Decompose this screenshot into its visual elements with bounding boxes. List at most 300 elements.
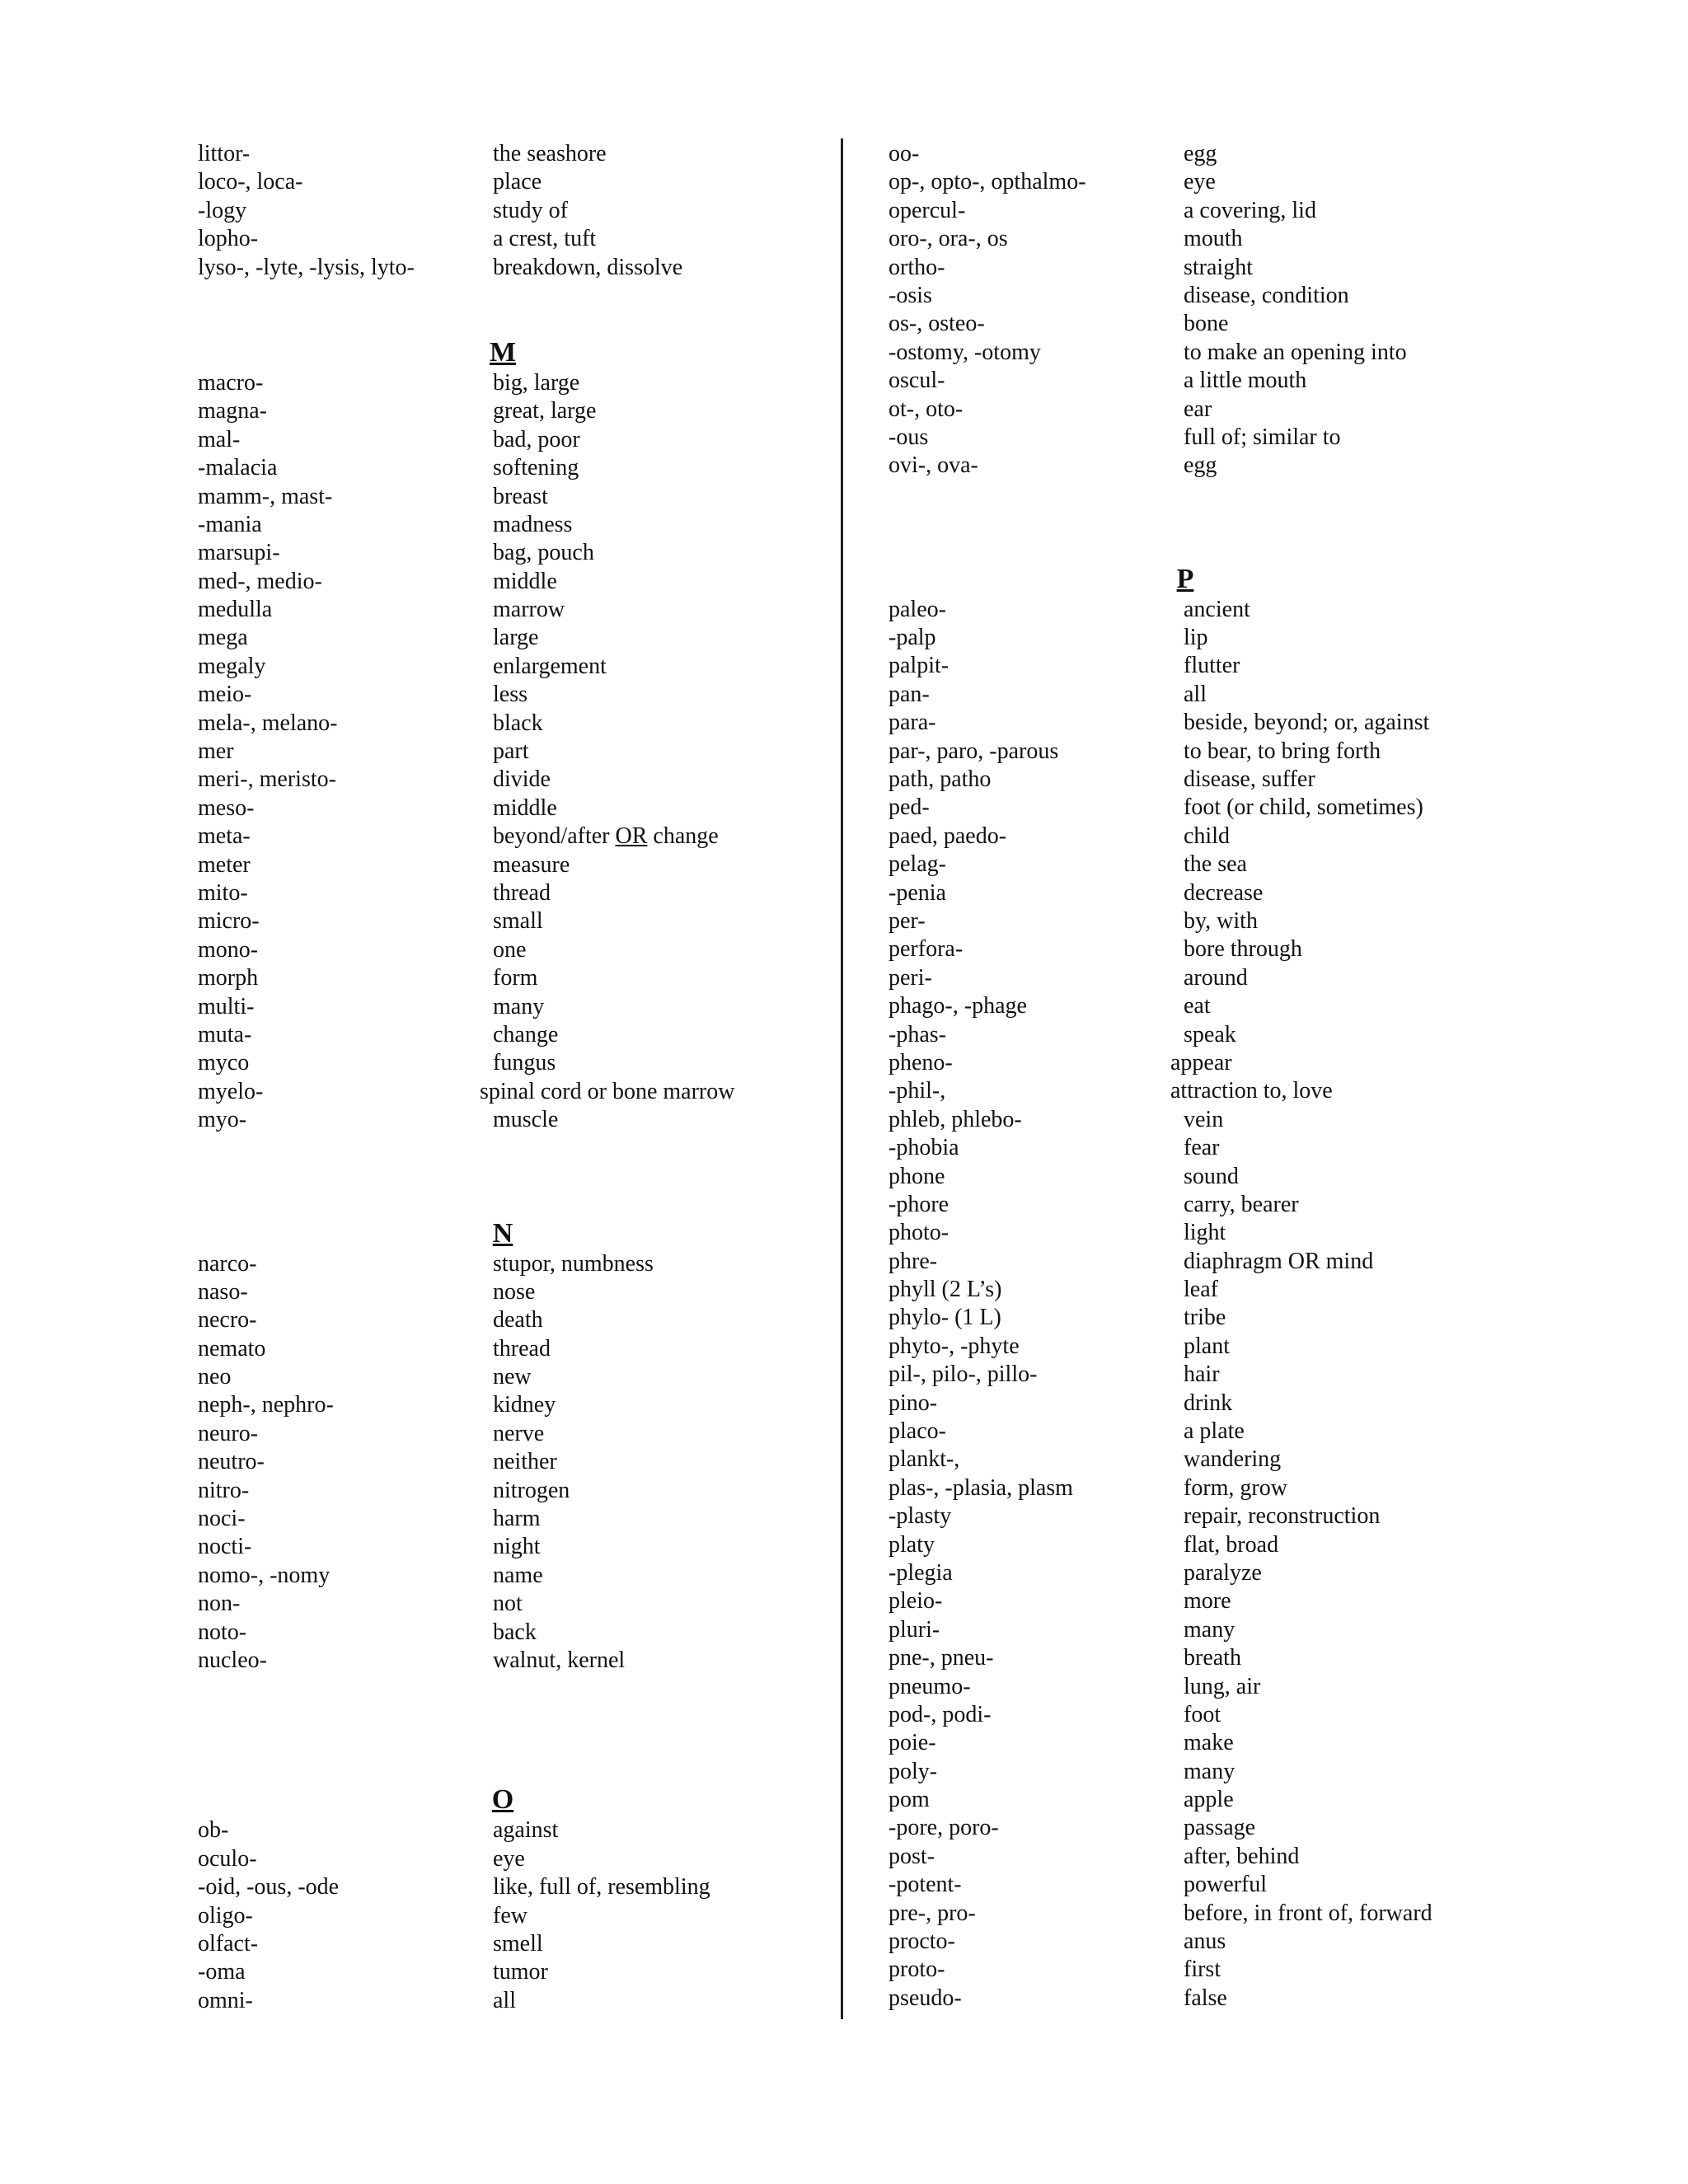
definition: ear — [1184, 396, 1212, 422]
definition: breath — [1184, 1645, 1241, 1671]
definition: to bear, to bring forth — [1184, 738, 1381, 764]
term: palpit- — [889, 653, 950, 679]
glossary-row — [198, 397, 808, 425]
term: paed, paedo- — [889, 823, 1007, 849]
definition: tumor — [493, 1959, 548, 1985]
glossary-row — [198, 539, 808, 567]
definition: ancient — [1184, 596, 1250, 622]
term: -plegia — [889, 1559, 953, 1586]
definition: enlargement — [493, 653, 607, 679]
column-divider — [841, 138, 843, 2019]
definition: marrow — [493, 597, 565, 623]
definition: divide — [493, 766, 551, 793]
term: noto- — [198, 1619, 247, 1645]
term: myco — [198, 1050, 250, 1076]
definition: beyond/after OR change — [493, 823, 719, 850]
definition: around — [1184, 964, 1248, 991]
definition: a plate — [1184, 1418, 1245, 1445]
definition: the seashore — [493, 141, 607, 166]
term: -phas- — [889, 1021, 946, 1047]
glossary-row — [889, 225, 1482, 253]
term: omni- — [198, 1987, 253, 2013]
glossary-row — [198, 964, 808, 992]
glossary-row — [889, 1021, 1482, 1049]
term: mela-, melano- — [198, 710, 338, 736]
term: neuro- — [198, 1420, 259, 1446]
glossary-row — [889, 1843, 1482, 1871]
glossary-row — [889, 452, 1482, 480]
definition: foot — [1184, 1701, 1221, 1727]
section-gap — [198, 1675, 808, 1729]
glossary-row — [889, 140, 1482, 168]
term: littor- — [198, 141, 251, 166]
glossary-row — [198, 1049, 808, 1077]
term: pne-, pneu- — [889, 1645, 994, 1671]
term: -ous — [889, 424, 929, 450]
glossary-row — [198, 1873, 808, 1901]
glossary-row — [889, 766, 1482, 794]
glossary-row — [198, 1021, 808, 1049]
term: phylo- (1 L) — [889, 1305, 1001, 1331]
definition: all — [493, 1987, 516, 2013]
glossary-row — [889, 1928, 1482, 1956]
glossary-row — [889, 738, 1482, 766]
term: med-, medio- — [198, 568, 322, 594]
definition: study of — [493, 197, 568, 223]
definition: many — [1184, 1758, 1236, 1784]
glossary-row — [889, 367, 1482, 395]
definition: breast — [493, 483, 548, 509]
term: marsupi- — [198, 540, 280, 566]
definition: full of; similar to — [1184, 424, 1341, 450]
term: nitro- — [198, 1477, 250, 1503]
term: meter — [198, 851, 251, 878]
definition: make — [1184, 1730, 1234, 1756]
term: mega — [198, 625, 248, 651]
section-gap — [889, 480, 1482, 535]
glossary-row — [198, 1505, 808, 1533]
definition: name — [493, 1562, 543, 1588]
definition: many — [1184, 1616, 1236, 1643]
glossary-row — [889, 1587, 1482, 1615]
term: oo- — [889, 141, 920, 166]
term: -oma — [198, 1959, 246, 1985]
definition: disease, suffer — [1184, 766, 1315, 793]
term: noci- — [198, 1506, 246, 1532]
term: non- — [198, 1591, 241, 1617]
term: procto- — [889, 1929, 955, 1955]
term: -plasty — [889, 1503, 952, 1530]
glossary-row — [198, 1363, 808, 1391]
definition: a covering, lid — [1184, 197, 1316, 223]
glossary-row — [198, 1562, 808, 1590]
definition: egg — [1184, 141, 1217, 166]
term: nomo-, -nomy — [198, 1562, 331, 1588]
term: -potent- — [889, 1872, 962, 1898]
term: pre-, pro- — [889, 1900, 976, 1926]
definition: big, large — [493, 369, 580, 396]
term: meio- — [198, 682, 252, 708]
term: placo- — [889, 1418, 946, 1445]
glossary-row — [889, 1956, 1482, 1984]
term: oculo- — [198, 1845, 257, 1872]
glossary-row — [198, 225, 808, 253]
glossary-row — [198, 1590, 808, 1618]
term: -phobia — [889, 1135, 959, 1161]
definition: appear — [1170, 1049, 1232, 1076]
term: -malacia — [198, 455, 278, 481]
definition: hair — [1184, 1361, 1220, 1388]
term: meso- — [198, 794, 255, 821]
glossary-row — [889, 1814, 1482, 1842]
definition: new — [493, 1364, 532, 1390]
glossary-row — [889, 1985, 1482, 2013]
term: nocti- — [198, 1534, 252, 1560]
definition: carry, bearer — [1184, 1191, 1299, 1217]
term: -ostomy, -otomy — [889, 339, 1041, 365]
definition: first — [1184, 1957, 1221, 1983]
glossary-row — [198, 794, 808, 823]
term: pheno- — [889, 1049, 953, 1076]
term: oro-, ora-, os — [889, 226, 1008, 252]
glossary-row — [889, 310, 1482, 338]
glossary-row — [198, 766, 808, 794]
glossary-row — [889, 1900, 1482, 1928]
term: neph-, nephro- — [198, 1392, 334, 1418]
glossary-row — [198, 710, 808, 738]
definition: the sea — [1184, 851, 1247, 878]
glossary-row — [889, 424, 1482, 452]
definition: walnut, kernel — [493, 1647, 626, 1673]
definition: middle — [493, 794, 557, 821]
definition: nose — [493, 1278, 536, 1305]
glossary-row — [198, 426, 808, 454]
definition: straight — [1184, 254, 1253, 280]
glossary-row — [889, 624, 1482, 652]
glossary-row — [198, 1845, 808, 1873]
definition: eye — [1184, 169, 1216, 195]
glossary-row — [198, 879, 808, 907]
definition: night — [493, 1534, 541, 1560]
term: myelo- — [198, 1078, 264, 1104]
definition: speak — [1184, 1021, 1236, 1047]
term: proto- — [889, 1957, 945, 1983]
glossary-row — [889, 1871, 1482, 1899]
glossary-row — [198, 1619, 808, 1647]
definition: large — [493, 625, 539, 651]
glossary-row — [889, 1077, 1482, 1105]
term: phre- — [889, 1248, 938, 1274]
glossary-row — [889, 1134, 1482, 1162]
glossary-row — [198, 1391, 808, 1419]
glossary-row — [198, 568, 808, 596]
glossary-row — [198, 1078, 808, 1106]
term: micro- — [198, 908, 260, 935]
glossary-row — [198, 624, 808, 652]
glossary-row — [198, 1335, 808, 1363]
glossary-row — [889, 709, 1482, 737]
glossary-row — [889, 1390, 1482, 1418]
glossary-row — [889, 1191, 1482, 1219]
term: -oid, -ous, -ode — [198, 1874, 340, 1900]
term: phago-, -phage — [889, 993, 1027, 1019]
section-gap — [198, 1729, 808, 1783]
definition: to make an opening into — [1184, 339, 1407, 365]
glossary-row — [198, 1930, 808, 1958]
term: necro- — [198, 1307, 257, 1333]
definition: flat, broad — [1184, 1531, 1279, 1558]
term: multi- — [198, 993, 255, 1019]
term: plas-, -plasia, plasm — [889, 1474, 1073, 1501]
definition: foot (or child, sometimes) — [1184, 794, 1423, 821]
glossary-row — [198, 851, 808, 879]
definition: kidney — [493, 1392, 556, 1418]
glossary-row — [198, 653, 808, 681]
term: os-, osteo- — [889, 311, 985, 337]
term: muta- — [198, 1021, 252, 1047]
glossary-row — [889, 168, 1482, 196]
definition: flutter — [1184, 653, 1240, 679]
definition: child — [1184, 823, 1230, 849]
glossary-row — [889, 823, 1482, 851]
definition: form, grow — [1184, 1474, 1287, 1501]
definition: leaf — [1184, 1277, 1218, 1303]
glossary-row — [889, 1758, 1482, 1786]
definition: attraction to, love — [1170, 1078, 1333, 1104]
definition: bone — [1184, 311, 1229, 337]
term: lyso-, -lyte, -lysis, lyto- — [198, 254, 415, 280]
glossary-row — [889, 794, 1482, 822]
term: nemato — [198, 1335, 266, 1361]
glossary-row — [889, 1559, 1482, 1587]
glossary-row — [889, 1531, 1482, 1559]
definition: drink — [1184, 1390, 1233, 1416]
glossary-row — [198, 823, 808, 851]
term: -logy — [198, 197, 247, 223]
glossary-row — [889, 1474, 1482, 1502]
glossary-row — [889, 1361, 1482, 1389]
definition: by, with — [1184, 907, 1258, 934]
definition: less — [493, 682, 528, 708]
definition: anus — [1184, 1929, 1226, 1955]
definition: fear — [1184, 1135, 1220, 1161]
glossary-row — [198, 1477, 808, 1505]
glossary-row — [889, 1644, 1482, 1672]
definition: beside, beyond; or, against — [1184, 710, 1430, 736]
term: perfora- — [889, 936, 964, 963]
glossary-row — [198, 1987, 808, 2015]
glossary-row — [198, 1278, 808, 1306]
definition: measure — [493, 851, 570, 878]
glossary-row — [889, 197, 1482, 225]
definition: powerful — [1184, 1872, 1268, 1898]
definition: harm — [493, 1506, 541, 1532]
definition: vein — [1184, 1106, 1224, 1132]
term: megaly — [198, 653, 266, 679]
section-gap — [198, 282, 808, 336]
definition: plant — [1184, 1333, 1230, 1359]
definition: death — [493, 1307, 543, 1333]
glossary-row — [889, 992, 1482, 1020]
definition: eat — [1184, 993, 1211, 1019]
glossary-row — [889, 1304, 1482, 1332]
term: oscul- — [889, 368, 945, 394]
term: ot-, oto- — [889, 396, 964, 422]
definition: lung, air — [1184, 1673, 1261, 1699]
glossary-row — [889, 1163, 1482, 1191]
definition: bad, poor — [493, 426, 580, 452]
term: plankt-, — [889, 1446, 960, 1473]
definition: eye — [493, 1845, 525, 1872]
glossary-row — [198, 369, 808, 397]
glossary-row — [889, 1219, 1482, 1247]
glossary-row — [889, 879, 1482, 907]
definition: muscle — [493, 1107, 559, 1133]
term: ortho- — [889, 254, 945, 280]
definition: wandering — [1184, 1446, 1282, 1473]
glossary-row — [198, 907, 808, 935]
term: phyll (2 L’s) — [889, 1277, 1002, 1303]
term: mal- — [198, 426, 241, 452]
glossary-row — [889, 681, 1482, 709]
term: per- — [889, 907, 926, 934]
term: neo — [198, 1364, 232, 1390]
term: naso- — [198, 1278, 248, 1305]
term: ovi-, ova- — [889, 452, 978, 479]
glossary-row — [198, 1533, 808, 1561]
glossary-row — [889, 1418, 1482, 1446]
definition: stupor, numbness — [493, 1250, 654, 1277]
term: ped- — [889, 794, 930, 821]
definition: before, in front of, forward — [1184, 1900, 1432, 1926]
glossary-row — [889, 935, 1482, 963]
glossary-row — [198, 1958, 808, 1986]
glossary-row — [198, 140, 808, 168]
definition: smell — [493, 1930, 543, 1957]
term: meri-, meristo- — [198, 766, 336, 793]
term: pino- — [889, 1390, 938, 1416]
term: pelag- — [889, 851, 946, 878]
definition: form — [493, 965, 538, 991]
glossary-row — [198, 483, 808, 511]
glossary-row — [889, 1729, 1482, 1757]
term: pom — [889, 1787, 930, 1813]
term: phyto-, -phyte — [889, 1333, 1020, 1359]
term: -phore — [889, 1191, 950, 1217]
definition: paralyze — [1184, 1559, 1262, 1586]
term: mono- — [198, 936, 259, 963]
term: phone — [889, 1163, 945, 1189]
glossary-row — [889, 1106, 1482, 1134]
term: post- — [889, 1843, 935, 1869]
definition: light — [1184, 1220, 1226, 1246]
term: para- — [889, 710, 936, 736]
term: -pore, poro- — [889, 1815, 999, 1841]
glossary-row — [198, 1306, 808, 1334]
term: -phil-, — [889, 1078, 946, 1104]
definition: a crest, tuft — [493, 226, 597, 252]
glossary-row — [198, 681, 808, 709]
term: myo- — [198, 1107, 247, 1133]
glossary-row — [889, 851, 1482, 879]
definition: great, large — [493, 398, 597, 424]
term: peri- — [889, 964, 932, 991]
glossary-row — [889, 254, 1482, 282]
term: -penia — [889, 879, 946, 906]
term: pneumo- — [889, 1673, 971, 1699]
term: neutro- — [198, 1449, 265, 1475]
definition: fungus — [493, 1050, 556, 1076]
definition: repair, reconstruction — [1184, 1503, 1381, 1530]
term: olfact- — [198, 1930, 259, 1957]
glossary-row — [889, 1049, 1482, 1077]
glossary-row — [889, 1333, 1482, 1361]
term: pseudo- — [889, 1985, 962, 2011]
definition: breakdown, dissolve — [493, 254, 683, 280]
definition: a little mouth — [1184, 368, 1307, 394]
definition: change — [493, 1021, 559, 1047]
definition: mouth — [1184, 226, 1243, 252]
definition: bag, pouch — [493, 540, 594, 566]
term: lopho- — [198, 226, 259, 252]
glossary-row — [889, 964, 1482, 992]
term: pod-, podi- — [889, 1701, 992, 1727]
term: par-, paro, -parous — [889, 738, 1059, 764]
definition: small — [493, 908, 543, 935]
term: nucleo- — [198, 1647, 267, 1673]
definition: tribe — [1184, 1305, 1226, 1331]
term: phleb, phlebo- — [889, 1106, 1022, 1132]
term: -osis — [889, 282, 932, 308]
definition: back — [493, 1619, 537, 1645]
definition: more — [1184, 1588, 1231, 1615]
section-gap — [889, 535, 1482, 563]
term: narco- — [198, 1250, 257, 1277]
definition: madness — [493, 511, 573, 537]
glossary-row — [198, 1420, 808, 1448]
definition: softening — [493, 455, 579, 481]
glossary-row — [889, 907, 1482, 935]
term: ob- — [198, 1817, 229, 1844]
glossary-row — [889, 652, 1482, 680]
glossary-row — [889, 396, 1482, 424]
term: pluri- — [889, 1616, 940, 1643]
glossary-row — [198, 1816, 808, 1844]
definition: all — [1184, 681, 1207, 707]
glossary-row — [889, 596, 1482, 624]
definition: disease, condition — [1184, 282, 1349, 308]
term: op-, opto-, opthalmo- — [889, 169, 1086, 195]
definition: many — [493, 993, 545, 1019]
definition: thread — [493, 1335, 551, 1361]
glossary-row — [198, 596, 808, 624]
definition: part — [493, 738, 529, 765]
definition: spinal cord or bone marrow — [480, 1078, 735, 1104]
glossary-row — [889, 1701, 1482, 1729]
term: mer — [198, 738, 234, 765]
glossary-row — [198, 936, 808, 964]
term: path, patho — [889, 766, 992, 793]
definition: place — [493, 169, 542, 195]
glossary-row — [198, 738, 808, 766]
glossary-row — [198, 197, 808, 225]
section-gap — [198, 1135, 808, 1189]
glossary-row — [198, 168, 808, 196]
definition: egg — [1184, 452, 1217, 479]
definition: few — [493, 1902, 528, 1929]
definition: passage — [1184, 1815, 1256, 1841]
glossary-row — [889, 1276, 1482, 1304]
